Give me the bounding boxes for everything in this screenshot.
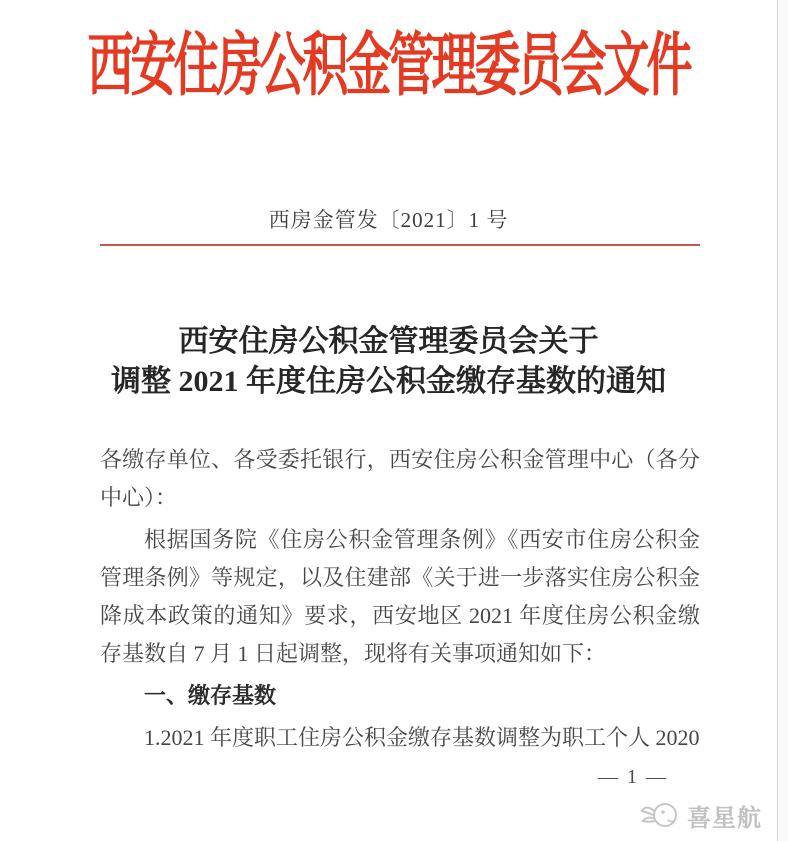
item-1-paragraph: 1.2021 年度职工住房公积金缴存基数调整为职工个人 2020	[144, 725, 700, 750]
agency-header-banner	[0, 20, 777, 112]
document-number: 西房金管发〔2021〕1 号	[268, 208, 509, 232]
intro-paragraph: 根据国务院《住房公积金管理条例》《西安市住房公积金管理条例》等规定，以及住建部《关于进一步落实住房公积金降成本政策的通知》要求，西安地区 2021 年度住房公积金缴存基数自 7 月 1 日起调整，现将有关事项通知如下：	[100, 527, 700, 666]
agency-header-title: 西安住房公积金管理委员会文件	[87, 27, 690, 104]
section-heading: 一、缴存基数	[144, 683, 277, 708]
bird-mascot-icon	[640, 799, 682, 833]
document-title	[0, 322, 777, 402]
document-title-line1: 西安住房公积金管理委员会关于	[178, 325, 599, 358]
scan-edge-line	[777, 0, 778, 841]
document-body	[100, 441, 700, 761]
scan-edge-strip	[778, 0, 788, 841]
document-title-line2: 调整 2021 年度住房公积金缴存基数的通知	[111, 365, 666, 398]
watermark-text: 喜星航	[687, 805, 762, 832]
red-divider-line	[100, 244, 700, 246]
watermark	[640, 798, 762, 833]
page-number: — 1 —	[598, 766, 668, 788]
salutation-paragraph: 各缴存单位、各受委托银行，西安住房公积金管理中心（各分中心）：	[100, 447, 700, 510]
